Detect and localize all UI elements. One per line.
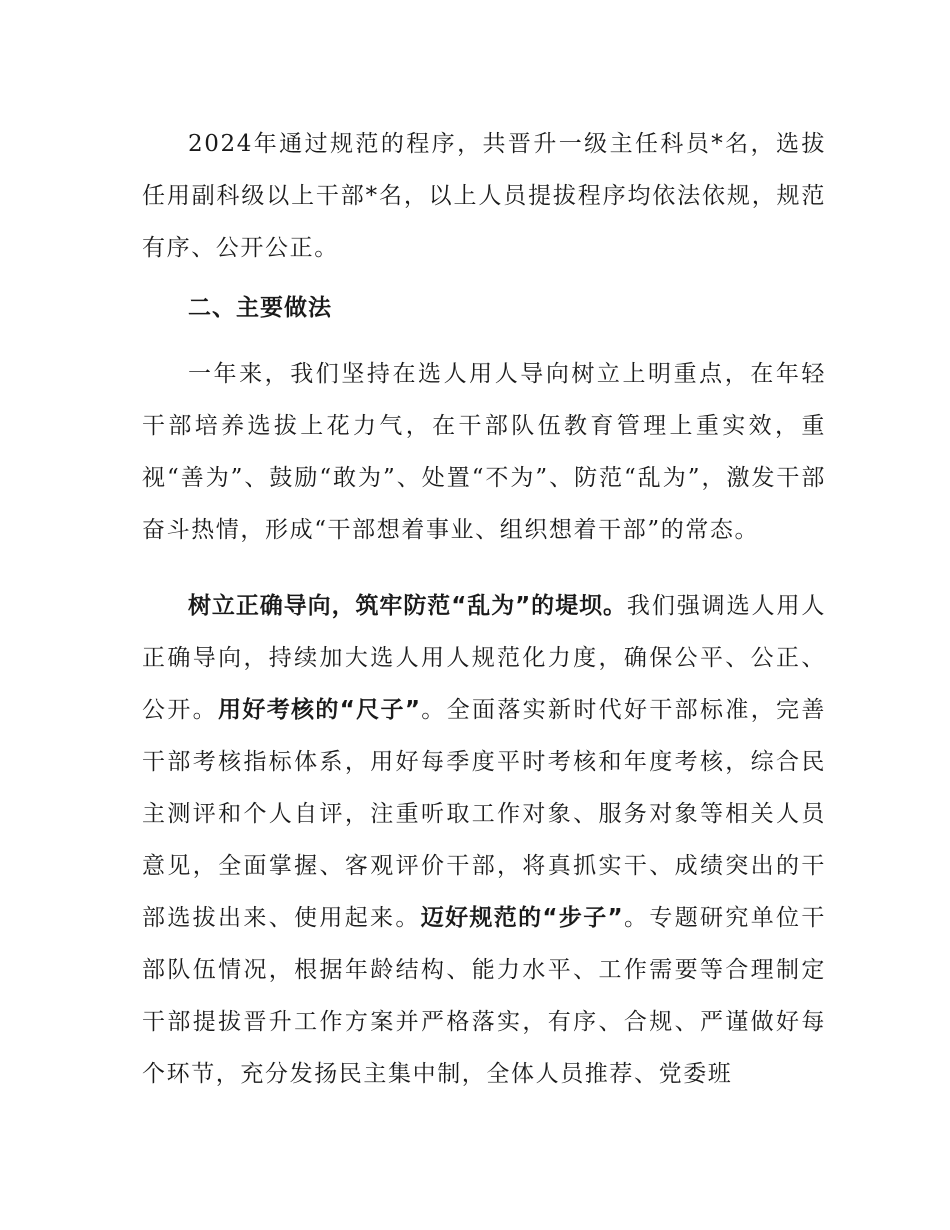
bold-subheading-assessment: 用好考核的“尺子” — [218, 697, 421, 723]
paragraph-correct-orientation — [142, 580, 826, 1100]
body-text: 。专题研究单位干部队伍情况，根据年龄结构、能力水平、工作需要等合理制定干部提拔晋升工作方案并严格落实，有序、合规、严谨做好每个环节，充分发扬民主集中制，全体人员推荐、党委班 — [142, 905, 826, 1087]
document-page — [142, 118, 826, 1100]
bold-subheading-steps: 迈好规范的“步子” — [420, 905, 624, 931]
paragraph-promotion-summary: 2024年通过规范的程序，共晋升一级主任科员*名，选拔任用副科级以上干部*名，以上人员提拔程序均依法依规，规范有序、公开公正。 — [142, 131, 826, 261]
spacer — [142, 556, 826, 580]
spacer — [142, 274, 826, 282]
paragraph-overview: 一年来，我们坚持在选人用人导向树立上明重点，在年轻干部培养选拔上花力气，在干部队伍教育管理上重实效，重视“善为”、鼓励“敢为”、处置“不为”、防范“乱为”，激发干部奋斗热情，形成“干部想着事业、组织想着干部”的常态。 — [142, 361, 826, 543]
section-heading-main-practices: 二、主要做法 — [188, 295, 332, 321]
body-text: 我们强调选人用人正确导向，持续加大选人用人规范化力度，确保公平、公正、公开。 — [142, 593, 826, 723]
spacer — [142, 334, 826, 348]
body-text: 。全面落实新时代好干部标准，完善干部考核指标体系，用好每季度平时考核和年度考核，综合民主测评和个人自评，注重听取工作对象、服务对象等相关人员意见，全面掌握、客观评价干部，将真抓实干、成绩突出的干部选拔出来、使用起来。 — [142, 697, 826, 931]
bold-lead-sentence: 树立正确导向，筑牢防范“乱为”的堤坝。 — [188, 593, 627, 619]
